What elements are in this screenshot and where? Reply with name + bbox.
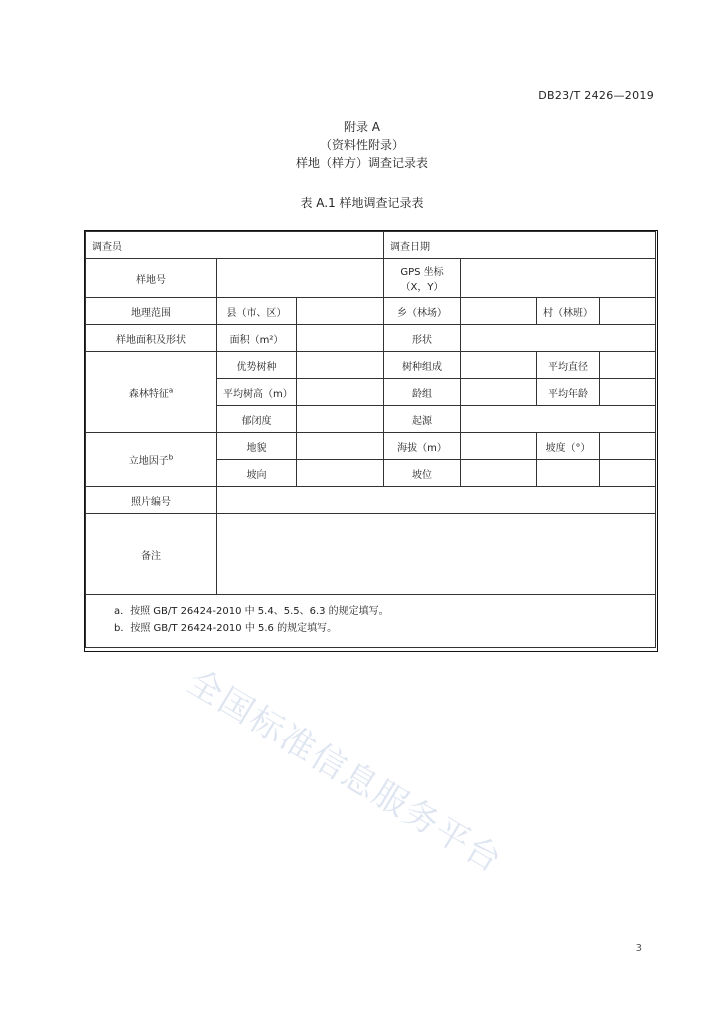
table-row	[86, 433, 656, 460]
altitude-label: 海拔（m）	[384, 433, 461, 460]
county-label: 县（市、区）	[217, 298, 297, 325]
avg-age-cell[interactable]	[600, 379, 656, 406]
origin-label: 起源	[384, 406, 461, 433]
avg-age-label: 平均年龄	[537, 379, 600, 406]
aspect-cell[interactable]	[297, 460, 384, 487]
slope-position-cell[interactable]	[461, 460, 537, 487]
appendix-heading	[0, 118, 724, 172]
geo-range-label: 地理范围	[86, 298, 217, 325]
appendix-nature: （资料性附录）	[319, 138, 404, 152]
slope-cell[interactable]	[600, 433, 656, 460]
gps-label-line2: （X，Y）	[400, 282, 444, 293]
avg-diameter-label: 平均直径	[537, 352, 600, 379]
avg-diameter-cell[interactable]	[600, 352, 656, 379]
table-row	[86, 259, 656, 298]
village-cell[interactable]	[600, 298, 656, 325]
photo-number-label: 照片编号	[86, 487, 217, 514]
table-row	[86, 514, 656, 595]
table-row	[86, 298, 656, 325]
area-label: 面积（m²）	[217, 325, 297, 352]
avg-height-label: 平均树高（m）	[217, 379, 297, 406]
age-group-cell[interactable]	[461, 379, 537, 406]
township-label: 乡（林场）	[384, 298, 461, 325]
county-cell[interactable]	[297, 298, 384, 325]
gps-label-line1: GPS 坐标	[400, 267, 444, 278]
footnote-b: b．按照 GB/T 26424-2010 中 5.6 的规定填写。	[114, 623, 338, 634]
township-cell[interactable]	[461, 298, 537, 325]
plot-survey-table	[85, 231, 656, 648]
appendix-name: 样地（样方）调查记录表	[295, 156, 428, 170]
forest-feature-text: 森林特征	[128, 388, 169, 400]
watermark: 全国标准信息服务平台	[180, 661, 510, 882]
shape-label: 形状	[384, 325, 461, 352]
species-composition-label: 树种组成	[384, 352, 461, 379]
site-factor-text: 立地因子	[128, 456, 169, 467]
slope-label: 坡度（°）	[537, 433, 600, 460]
dominant-species-label: 优势树种	[217, 352, 297, 379]
gps-label	[384, 259, 461, 298]
altitude-cell[interactable]	[461, 433, 537, 460]
plot-number-cell[interactable]	[217, 259, 384, 298]
dominant-species-cell[interactable]	[297, 352, 384, 379]
area-shape-label: 样地面积及形状	[86, 325, 217, 352]
table-row	[86, 325, 656, 352]
table-row	[86, 232, 656, 259]
table-row	[86, 487, 656, 514]
page-number: 3	[635, 943, 642, 954]
avg-height-cell[interactable]	[297, 379, 384, 406]
area-cell[interactable]	[297, 325, 384, 352]
table-caption: 表 A.1 样地调查记录表	[300, 196, 424, 210]
photo-number-cell[interactable]	[217, 487, 656, 514]
remarks-cell[interactable]	[217, 514, 656, 595]
empty-cell	[537, 460, 600, 487]
surveyor-label: 调查员	[86, 232, 384, 259]
survey-date-label: 调查日期	[384, 232, 656, 259]
slope-position-label: 坡位	[384, 460, 461, 487]
table-row	[86, 595, 656, 648]
species-composition-cell[interactable]	[461, 352, 537, 379]
origin-cell[interactable]	[461, 406, 656, 433]
canopy-density-cell[interactable]	[297, 406, 384, 433]
site-factor-label	[86, 433, 217, 487]
empty-cell	[600, 460, 656, 487]
footnotes	[86, 595, 656, 648]
appendix-title: 附录 A	[343, 120, 381, 134]
remarks-label: 备注	[86, 514, 217, 595]
village-label: 村（林班）	[537, 298, 600, 325]
gps-cell[interactable]	[461, 259, 656, 298]
aspect-label: 坡向	[217, 460, 297, 487]
table-row	[86, 352, 656, 379]
forest-feature-label	[86, 352, 217, 433]
canopy-density-label: 郁闭度	[217, 406, 297, 433]
footnote-mark-b: b	[168, 453, 174, 462]
age-group-label: 龄组	[384, 379, 461, 406]
standard-code: DB23/T 2426—2019	[538, 89, 654, 102]
landform-cell[interactable]	[297, 433, 384, 460]
footnote-mark-a: a	[168, 386, 174, 395]
landform-label: 地貌	[217, 433, 297, 460]
footnote-a: a．按照 GB/T 26424-2010 中 5.4、5.5、6.3 的规定填写。	[114, 606, 389, 617]
shape-cell[interactable]	[461, 325, 656, 352]
plot-number-label: 样地号	[86, 259, 217, 298]
